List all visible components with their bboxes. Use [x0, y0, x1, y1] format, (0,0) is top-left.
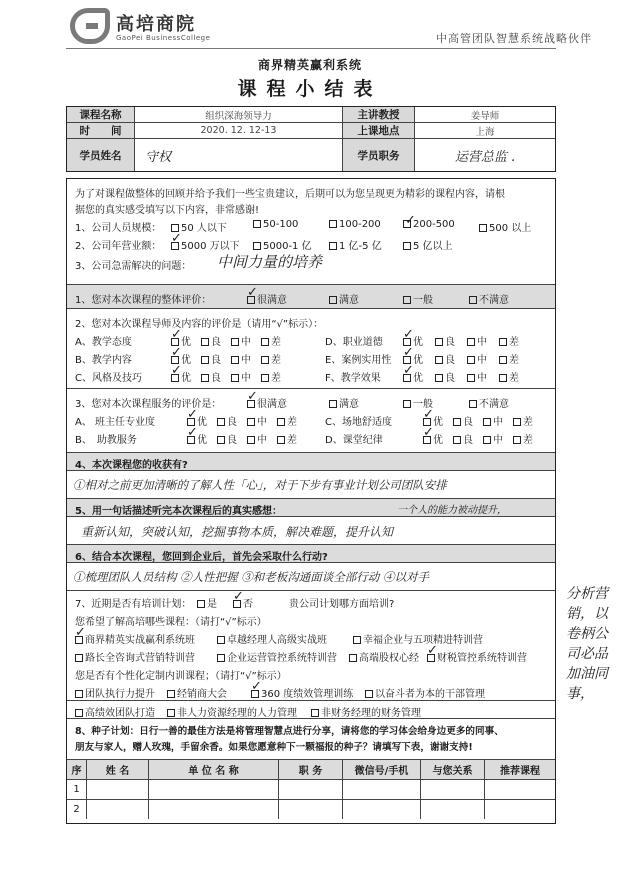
s3-grade[interactable]: 差: [277, 431, 297, 446]
q2-label: 2、公司年营业额：: [75, 241, 162, 252]
s2-grade[interactable]: 良: [435, 369, 455, 384]
checkmark-icon: ✓: [403, 327, 414, 342]
info-row-student: [67, 139, 555, 171]
s2-grade[interactable]: 中: [231, 351, 251, 366]
tagline: 中高管团队智慧系统战略伙伴: [436, 32, 592, 45]
s8-line-2: 朋友与家人，赠人玫瑰，手留余香。如果您愿意种下一颗福报的种子？请填写下表，谢谢支持!: [75, 742, 473, 753]
section-2: [67, 309, 555, 389]
s2-row-f: F、教学效果: [325, 373, 381, 384]
checkmark-icon: ✓: [423, 425, 434, 440]
q3-answer[interactable]: 中间力量的培养: [217, 253, 323, 271]
custom-option-2[interactable]: 经销商大会: [167, 685, 227, 700]
course-option-3[interactable]: 幸福企业与五项精进特训营: [353, 631, 483, 646]
s3-row-c: C、场地舒适度: [325, 417, 392, 428]
time-label: 时 间: [67, 123, 135, 138]
q1-option-1[interactable]: 50 人以下: [171, 219, 227, 234]
contact-cell[interactable]: [343, 800, 421, 819]
s7-q2-label: 您希望了解高培哪些课程：（请打“√”标示）: [75, 617, 267, 628]
section-5-answer: [67, 517, 555, 545]
position-cell[interactable]: [279, 800, 343, 819]
s8-line-1: 8、种子计划：日行一善的最佳方法是将管理智慧点进行分享，请将您的学习体会给身边更多的同事、: [75, 726, 504, 737]
name-cell[interactable]: [87, 800, 149, 819]
s3-grade[interactable]: 优: [423, 413, 443, 428]
s3-grade[interactable]: 优: [423, 431, 443, 446]
checkmark-icon: ✓: [187, 425, 198, 440]
s3-grade[interactable]: 良: [217, 413, 237, 428]
page-title: 课程小结表: [237, 78, 383, 100]
course-value: 组织深海领导力: [135, 107, 343, 122]
s1-option-3[interactable]: 一般: [403, 291, 433, 306]
col-name: 姓 名: [87, 760, 149, 779]
s5-label: 5、用一句话描述听完本次课程后的真实感想：: [75, 506, 282, 517]
s7-no[interactable]: 否: [233, 595, 253, 610]
s2-grade[interactable]: 优: [403, 333, 423, 348]
course-option-7[interactable]: 财税管控系统特训营: [427, 649, 527, 664]
s3-grade[interactable]: 优: [187, 431, 207, 446]
side-note[interactable]: 分析营销，以卷柄公司必品加油同事，: [566, 586, 608, 702]
s2-grade[interactable]: 中: [467, 369, 487, 384]
s2-grade[interactable]: 差: [261, 351, 281, 366]
info-row-course: [67, 107, 555, 123]
s2-grade[interactable]: 差: [261, 333, 281, 348]
subtitle: 商界精英赢利系统: [257, 58, 362, 72]
s7-q1-label: 7、近期是否有培训计划：: [75, 599, 192, 610]
s6-answer[interactable]: ①梳理团队人员结构 ②人性把握 ③和老板沟通面谈全部行动 ④以对手: [73, 570, 429, 584]
info-table: [66, 106, 556, 172]
s3-grade[interactable]: 中: [483, 413, 503, 428]
logo-english: GaoPei BusinessCollege: [116, 34, 211, 42]
s6-label: 6、结合本次课程，您回到企业后，首先会采取什么行动?: [75, 552, 328, 563]
s2-grade[interactable]: 优: [171, 333, 191, 348]
s2-row-e: E、案例实用性: [325, 355, 392, 366]
s3-grade[interactable]: 中: [483, 431, 503, 446]
checkmark-icon: ✓: [247, 285, 258, 300]
s7-yes[interactable]: 是: [197, 595, 217, 610]
name-cell[interactable]: [87, 780, 149, 799]
section-intro: [67, 179, 555, 285]
s2-grade[interactable]: 中: [231, 369, 251, 384]
checkmark-icon: ✓: [171, 363, 182, 378]
relation-cell[interactable]: [421, 800, 485, 819]
course-option-6[interactable]: 高端股权心经: [349, 649, 419, 664]
s2-grade[interactable]: 中: [467, 333, 487, 348]
s3-grade[interactable]: 良: [217, 431, 237, 446]
custom-option-1[interactable]: 团队执行力提升: [75, 685, 155, 700]
s3-grade[interactable]: 良: [453, 413, 473, 428]
checkmark-icon: ✓: [187, 407, 198, 422]
checkbox-icon[interactable]: [253, 242, 261, 250]
checkmark-icon: ✓: [171, 327, 182, 342]
s2-label: 2、您对本次课程导师及内容的评价是（请用“√”标示）：: [75, 319, 324, 330]
checkmark-icon: ✓: [233, 589, 244, 604]
section-7: [67, 591, 555, 701]
custom-option-4[interactable]: 以奋斗者为本的干部管理: [365, 685, 485, 700]
section-3: [67, 389, 555, 453]
q1-label: 1、公司人员规模：: [75, 223, 162, 234]
section-1: [67, 285, 555, 309]
custom-option-3[interactable]: 360 度绩效管理训练: [251, 685, 353, 700]
course-label: 课程名称: [67, 107, 135, 122]
course-cell[interactable]: [485, 780, 555, 799]
s2-grade[interactable]: 良: [201, 369, 221, 384]
place-label: 上课地点: [343, 123, 415, 138]
lecturer-value: 姜导师: [470, 110, 500, 122]
col-relation: 与您关系: [421, 760, 485, 779]
s2-grade[interactable]: 优: [171, 351, 191, 366]
checkbox-icon[interactable]: [403, 296, 411, 304]
s1-option-1[interactable]: 很满意: [247, 291, 287, 306]
s2-grade[interactable]: 中: [231, 333, 251, 348]
checkmark-icon: ✓: [423, 407, 434, 422]
checkbox-icon[interactable]: [329, 242, 337, 250]
checkbox-icon[interactable]: [253, 220, 261, 228]
s3-row-a: A、 班主任专业度: [75, 417, 156, 428]
s2-row-b-left: B、教学内容: [75, 355, 132, 366]
col-course: 推荐课程: [500, 766, 540, 777]
place-value: 上海: [475, 126, 495, 138]
company-cell[interactable]: [149, 800, 279, 819]
s2-row-c-left: C、风格及技巧: [75, 373, 142, 384]
custom-option-6[interactable]: 非人力资源经理的人力管理: [167, 704, 297, 719]
s2-grade[interactable]: 差: [499, 351, 519, 366]
logo-icon: [70, 8, 110, 44]
q2-option-1[interactable]: 5000 万以下: [171, 237, 240, 252]
q1-option-3[interactable]: 100-200: [329, 219, 381, 230]
s3-grade[interactable]: 中: [247, 431, 267, 446]
row-index: 1: [67, 780, 87, 799]
row-index: 2: [67, 800, 87, 819]
intro-line-1: 为了对课程做整体的回顾并给予我们一些宝贵建议，后期可以为您呈现更为精彩的课程内容，请根: [75, 189, 505, 200]
s2-grade[interactable]: 良: [201, 351, 221, 366]
referral-header: [67, 759, 555, 779]
s1-option-2[interactable]: 满意: [329, 291, 359, 306]
section-8: [67, 719, 555, 823]
q3-label: 3、公司急需解决的问题：: [75, 261, 192, 272]
position-label: 学员职务: [343, 139, 415, 171]
checkmark-icon: ✓: [405, 213, 416, 228]
q1-option-2[interactable]: 50-100: [253, 219, 298, 230]
s3-label: 3、您对本次课程服务的评价是：: [75, 399, 222, 410]
header-divider: [66, 48, 556, 49]
relation-cell[interactable]: [421, 780, 485, 799]
time-value: 2020. 12. 12-13: [135, 123, 343, 138]
s2-grade[interactable]: 优: [403, 351, 423, 366]
s4-label: 4、本次课程您的收获有?: [75, 460, 188, 471]
s3-row-b: B、 助教服务: [75, 435, 137, 446]
col-contact: 微信号/手机: [343, 760, 421, 779]
s2-grade[interactable]: 差: [261, 369, 281, 384]
s3-grade[interactable]: 差: [513, 413, 533, 428]
custom-option-5[interactable]: 高绩效团队打造: [75, 704, 155, 719]
intro-line-2: 据您的真实感受填写以下内容，非常感谢!: [75, 205, 260, 216]
s2-row-d: D、职业道德: [325, 337, 383, 348]
s5-answer-extra[interactable]: 一个人的能力被动提升，: [397, 505, 507, 516]
company-cell[interactable]: [149, 780, 279, 799]
checkbox-icon[interactable]: [329, 296, 337, 304]
checkmark-icon: ✓: [247, 389, 258, 404]
custom-option-7[interactable]: 非财务经理的财务管理: [311, 704, 421, 719]
section-4-header: [67, 453, 555, 471]
section-5-header: [67, 499, 555, 517]
s2-grade[interactable]: 差: [499, 369, 519, 384]
s1-option-4[interactable]: 不满意: [469, 291, 509, 306]
checkbox-icon[interactable]: [329, 220, 337, 228]
s3-grade[interactable]: 良: [453, 431, 473, 446]
course-cell[interactable]: [485, 800, 555, 819]
s3-option-3[interactable]: 一般: [403, 395, 433, 410]
s7-q1-tail: 贵公司计划哪方面培训?: [289, 599, 395, 610]
contact-cell[interactable]: [343, 780, 421, 799]
course-option-5[interactable]: 企业运营管控系统特训营: [217, 649, 337, 664]
course-option-1[interactable]: 商界精英实战赢利系统班: [75, 631, 195, 646]
logo-name: 高培商院: [116, 14, 196, 35]
info-row-time: [67, 123, 555, 139]
col-index: 序: [67, 760, 87, 779]
checkbox-icon[interactable]: [469, 296, 477, 304]
s3-option-2[interactable]: 满意: [329, 395, 359, 410]
survey-form: [66, 178, 556, 824]
s2-grade[interactable]: 优: [403, 369, 423, 384]
q2-option-2[interactable]: 5000-1 亿: [253, 237, 312, 252]
section-4-answer: [67, 471, 555, 499]
s7-q3-label: 您是否有个性化定制内训课程；（请打“√”标示）: [75, 671, 287, 682]
checkmark-icon: ✓: [251, 679, 262, 694]
student-value[interactable]: 守权: [135, 139, 343, 171]
col-company: 单 位 名 称: [149, 760, 279, 779]
section-6-answer: [67, 563, 555, 591]
q1-option-4[interactable]: 200-500: [403, 219, 455, 230]
s2-grade[interactable]: 中: [467, 351, 487, 366]
checkmark-icon: ✓: [427, 643, 438, 658]
col-position: 职 务: [279, 760, 343, 779]
checkbox-icon[interactable]: [479, 224, 487, 232]
table-row: [67, 799, 555, 819]
s5-answer[interactable]: 重新认知，突破认知，挖掘事物本质，解决难题，提升认知: [81, 525, 394, 539]
table-row: [67, 779, 555, 799]
s2-grade[interactable]: 优: [171, 369, 191, 384]
position-value[interactable]: 运营总监 .: [454, 149, 516, 165]
checkmark-icon: ✓: [171, 231, 182, 246]
s3-option-4[interactable]: 不满意: [469, 395, 509, 410]
q2-option-3[interactable]: 1 亿-5 亿: [329, 237, 382, 252]
s2-grade[interactable]: 良: [435, 333, 455, 348]
s2-grade[interactable]: 差: [499, 333, 519, 348]
s1-label: 1、您对本次课程的整体评价：: [75, 295, 212, 306]
q2-option-4[interactable]: 5 亿以上: [403, 237, 453, 252]
lecturer-label: 主讲教授: [343, 107, 415, 122]
checkmark-icon: ✓: [403, 345, 414, 360]
s3-grade[interactable]: 中: [247, 413, 267, 428]
s3-grade[interactable]: 优: [187, 413, 207, 428]
s4-answer[interactable]: ①相对之前更加清晰的了解人性「心」，对于下步有事业计划公司团队安排: [73, 478, 447, 492]
course-option-4[interactable]: 路长全咨询式营销特训营: [75, 649, 195, 664]
s3-grade[interactable]: 差: [513, 431, 533, 446]
page-header: [0, 0, 620, 56]
checkbox-icon[interactable]: [403, 242, 411, 250]
section-6-header: [67, 545, 555, 563]
position-cell[interactable]: [279, 780, 343, 799]
checkmark-icon: ✓: [171, 345, 182, 360]
s3-grade[interactable]: 差: [277, 413, 297, 428]
checkmark-icon: ✓: [403, 363, 414, 378]
checkmark-icon: ✓: [75, 625, 86, 640]
course-option-2[interactable]: 卓越经理人高级实战班: [217, 631, 327, 646]
s3-row-d: D、课堂纪律: [325, 435, 383, 446]
s2-grade[interactable]: 良: [201, 333, 221, 348]
q1-option-5[interactable]: 500 以上: [479, 219, 531, 234]
section-7-row: [67, 701, 555, 719]
s2-row-a-left: A、教学态度: [75, 337, 132, 348]
student-label: 学员姓名: [67, 139, 135, 171]
s2-grade[interactable]: 良: [435, 351, 455, 366]
s3-option-1[interactable]: 很满意: [247, 395, 287, 410]
